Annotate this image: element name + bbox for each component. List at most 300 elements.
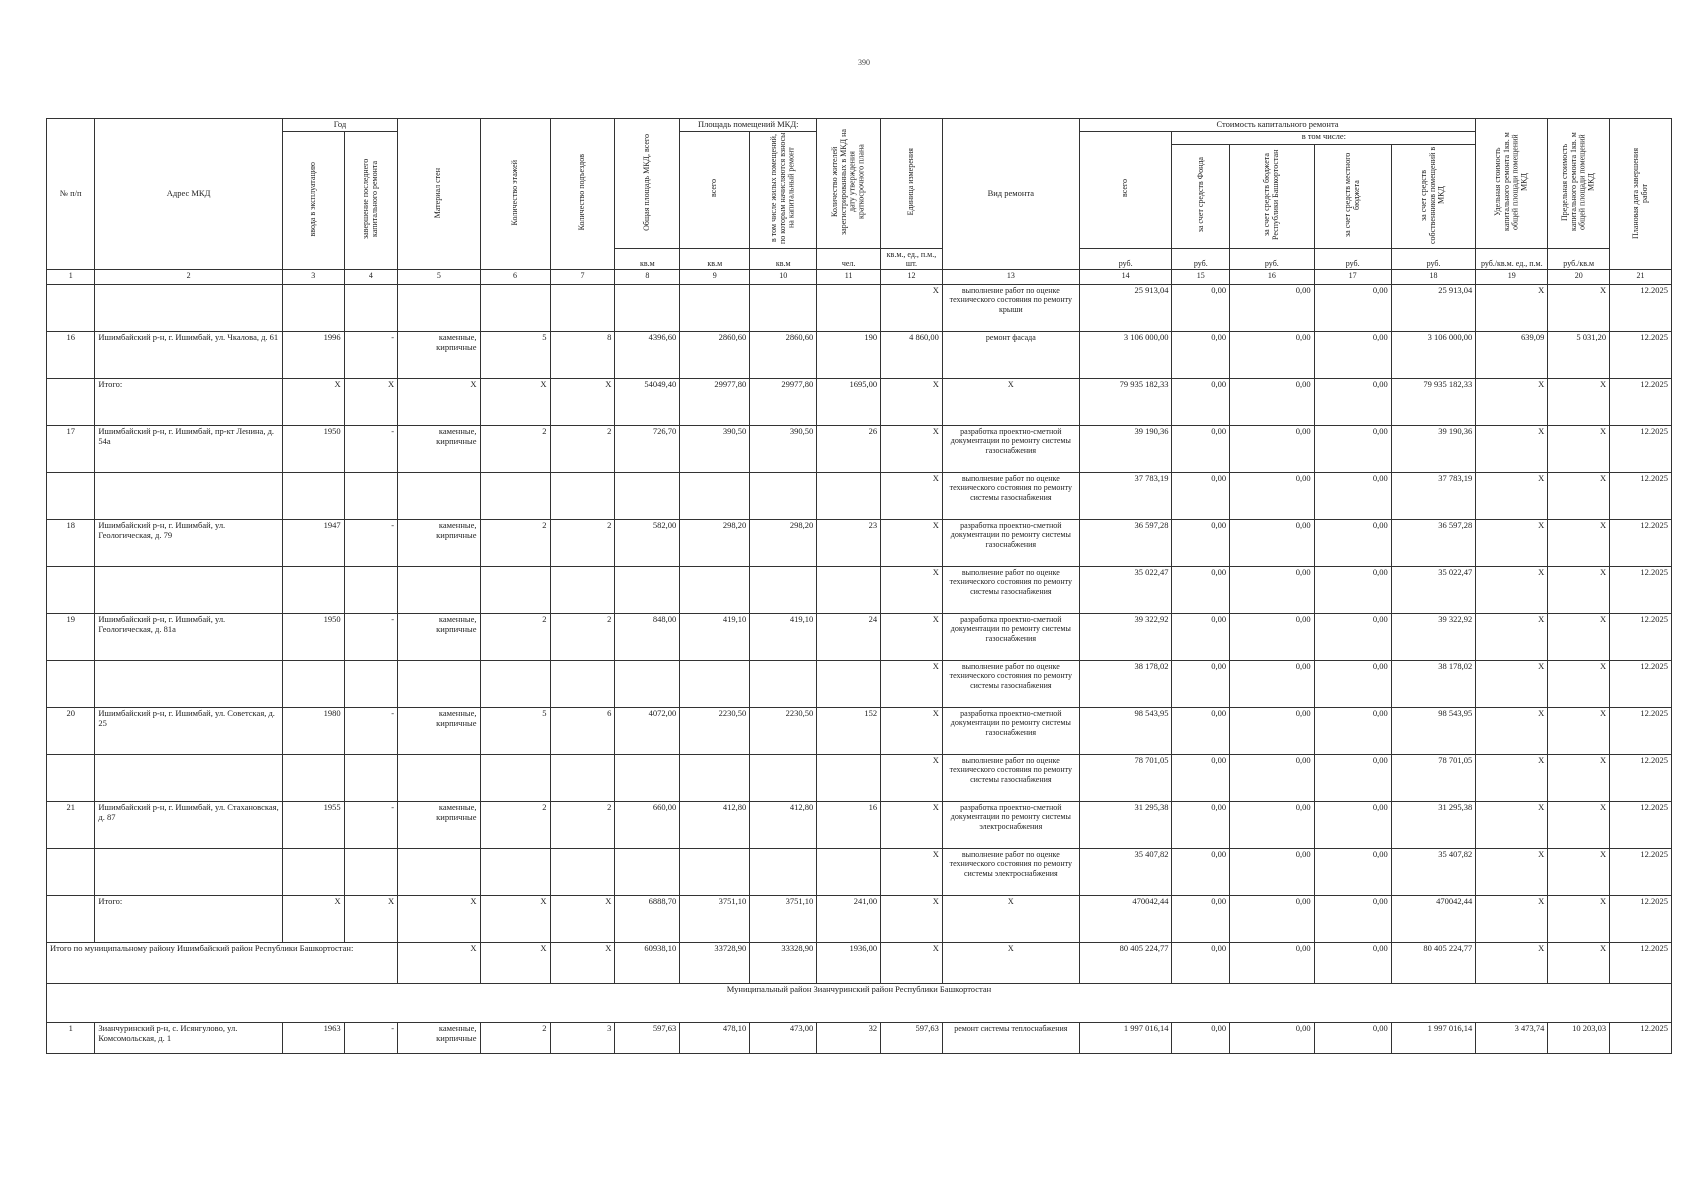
cell-premises-fees: 473,00 (750, 1023, 817, 1054)
cell-cost-total: 31 295,38 (1079, 802, 1172, 849)
cell-area: 726,70 (615, 426, 680, 473)
cell-cost-republic: 0,00 (1230, 473, 1314, 520)
cell-last-repair: - (344, 1023, 398, 1054)
cell-unit: X (881, 614, 943, 661)
cell-year: X (282, 379, 344, 426)
header-cost: Стоимость капитального ремонта (1079, 119, 1475, 132)
district-total-label: Итого по муниципальному району Ишимбайский район Республики Башкортостан: (47, 943, 398, 984)
cell-unit: 4 860,00 (881, 332, 943, 379)
cell-entrances: 6 (550, 708, 615, 755)
cell-unit-cost: X (1476, 943, 1548, 984)
cell-address: Ишимбайский р-н, г. Ишимбай, ул. Стахановская, д. 87 (95, 802, 282, 849)
cell-limit-cost: X (1548, 755, 1610, 802)
cell-area: 6888,70 (615, 896, 680, 943)
cell-mat: каменные, кирпичные (398, 520, 480, 567)
section-title-row (47, 984, 1672, 1023)
cell-unit: X (881, 520, 943, 567)
cell-premises-total (680, 755, 750, 802)
cell-residents: 152 (817, 708, 881, 755)
cell-date: 12.2025 (1610, 614, 1672, 661)
cell-cost-local: 0,00 (1314, 285, 1391, 332)
table-row (47, 426, 1672, 473)
cell-no (47, 896, 95, 943)
unit-9: кв.м (680, 248, 750, 269)
cell-premises-fees: 412,80 (750, 802, 817, 849)
cell-entrances (550, 661, 615, 708)
cell-last-repair: - (344, 426, 398, 473)
header-year-last-repair: завершение последнего капитального ремонта (344, 131, 398, 269)
cell-cost-local: 0,00 (1314, 567, 1391, 614)
cell-year: 1996 (282, 332, 344, 379)
cell-cost-fund: 0,00 (1172, 661, 1230, 708)
cell-cost-total: 39 190,36 (1079, 426, 1172, 473)
cell-year: 1980 (282, 708, 344, 755)
unit-8: кв.м (615, 248, 680, 269)
cell-premises-total: 412,80 (680, 802, 750, 849)
cell-unit-cost: 3 473,74 (1476, 1023, 1548, 1054)
cell-unit-cost: X (1476, 379, 1548, 426)
header-entrances: Количество подъездов (550, 119, 615, 270)
cell-premises-total (680, 661, 750, 708)
cell-unit: X (881, 802, 943, 849)
header-cost-fund: за счет средств Фонда (1172, 145, 1229, 248)
cell-cost-total: 3 106 000,00 (1079, 332, 1172, 379)
header-total-area: Общая площадь МКД, всего (615, 119, 680, 249)
cell-unit-cost: X (1476, 473, 1548, 520)
cell-address (95, 473, 282, 520)
cell-limit-cost: X (1548, 473, 1610, 520)
cell-cost-local: 0,00 (1314, 661, 1391, 708)
cell-limit-cost: X (1548, 849, 1610, 896)
cell-unit-cost: X (1476, 708, 1548, 755)
cell-entrances (550, 755, 615, 802)
cell-entrances: X (550, 896, 615, 943)
cell-cost-owners: 31 295,38 (1391, 802, 1475, 849)
column-number: 5 (398, 270, 480, 285)
cell-unit-cost: X (1476, 567, 1548, 614)
cell-cost-total: 78 701,05 (1079, 755, 1172, 802)
cell-year: 1955 (282, 802, 344, 849)
cell-no: 20 (47, 708, 95, 755)
unit-11: чел. (817, 248, 881, 269)
cell-cost-local: 0,00 (1314, 708, 1391, 755)
cell-cost-owners: 78 701,05 (1391, 755, 1475, 802)
header-no: № п/п (47, 119, 95, 270)
table-row (47, 473, 1672, 520)
header-limit-cost: Предельная стоимость капитального ремонта 1кв. м общей площади помещений МКД (1548, 119, 1610, 249)
header-cost-owners: за счет средств собственников помещений в МКД (1419, 146, 1446, 244)
cell-floors (480, 567, 550, 614)
cell-year (282, 661, 344, 708)
table-row (47, 708, 1672, 755)
cell-cost-republic: 0,00 (1230, 849, 1314, 896)
cell-floors (480, 849, 550, 896)
cell-mat: каменные, кирпичные (398, 802, 480, 849)
header-row-1 (47, 119, 1672, 132)
cell-cost-local: 0,00 (1314, 849, 1391, 896)
cell-premises-total: 298,20 (680, 520, 750, 567)
cell-area (615, 849, 680, 896)
cell-limit-cost: X (1548, 943, 1610, 984)
unit-14: руб. (1079, 248, 1172, 269)
cell-cost-owners: 35 407,82 (1391, 849, 1475, 896)
table-row (47, 567, 1672, 614)
cell-area (615, 567, 680, 614)
cell-date: 12.2025 (1610, 896, 1672, 943)
cell-address: Ишимбайский р-н, г. Ишимбай, ул. Геологическая, д. 79 (95, 520, 282, 567)
cell-area: 582,00 (615, 520, 680, 567)
cell-unit-cost: X (1476, 426, 1548, 473)
cell-premises-total: 2230,50 (680, 708, 750, 755)
cell-cost-fund: 0,00 (1172, 379, 1230, 426)
cell-mat: каменные, кирпичные (398, 708, 480, 755)
cell-year (282, 755, 344, 802)
header-cost-incl: в том числе: (1172, 132, 1475, 145)
cell-cost-local: 0,00 (1314, 332, 1391, 379)
cell-last-repair: - (344, 520, 398, 567)
cell-residents: 1695,00 (817, 379, 881, 426)
column-number: 11 (817, 270, 881, 285)
capital-repair-table (46, 118, 1672, 1054)
cell-year (282, 849, 344, 896)
header-wall-material: Материал стен (398, 119, 480, 270)
cell-address (95, 755, 282, 802)
cell-date: 12.2025 (1610, 285, 1672, 332)
cell-no: 21 (47, 802, 95, 849)
cell-cost-owners: 39 322,92 (1391, 614, 1475, 661)
cell-entrances (550, 849, 615, 896)
cell-entrances: 3 (550, 1023, 615, 1054)
cell-cost-republic: 0,00 (1230, 708, 1314, 755)
cell-cost-fund: 0,00 (1172, 285, 1230, 332)
cell-unit: X (881, 755, 943, 802)
cell-repair-type: X (942, 379, 1079, 426)
section-title: Муниципальный район Зианчуринский район Республики Башкортостан (47, 984, 1672, 1023)
cell-repair-type: разработка проектно-сметной документации по ремонту системы электроснабжения (942, 802, 1079, 849)
cell-premises-fees (750, 661, 817, 708)
cell-no (47, 567, 95, 614)
cell-floors: 5 (480, 708, 550, 755)
cell-cost-total: 25 913,04 (1079, 285, 1172, 332)
cell-limit-cost: 10 203,03 (1548, 1023, 1610, 1054)
cell-cost-republic: 0,00 (1230, 755, 1314, 802)
cell-cost-total: 39 322,92 (1079, 614, 1172, 661)
cell-premises-total: 29977,80 (680, 379, 750, 426)
cell-unit: 597,63 (881, 1023, 943, 1054)
cell-floors (480, 661, 550, 708)
cell-mat: X (398, 379, 480, 426)
cell-limit-cost: X (1548, 614, 1610, 661)
cell-cost-owners: 470042,44 (1391, 896, 1475, 943)
cell-cost-republic: 0,00 (1230, 614, 1314, 661)
cell-limit-cost: X (1548, 426, 1610, 473)
cell-cost-fund: 0,00 (1172, 755, 1230, 802)
cell-entrances: 2 (550, 802, 615, 849)
unit-19: руб./кв.м. ед., п.м. (1476, 248, 1548, 269)
cell-residents: 32 (817, 1023, 881, 1054)
unit-12: кв.м., ед., п.м., шт. (881, 248, 943, 269)
cell-no (47, 379, 95, 426)
header-residents: Количество жителей зарегистрированных в МКД на дату утверждения краткосрочного плана (817, 119, 881, 249)
cell-unit-cost: X (1476, 802, 1548, 849)
cell-floors (480, 473, 550, 520)
cell-date: 12.2025 (1610, 755, 1672, 802)
column-number: 17 (1314, 270, 1391, 285)
cell-limit-cost: X (1548, 379, 1610, 426)
header-cost-total: всего (1079, 131, 1172, 248)
cell-cost-republic: 0,00 (1230, 802, 1314, 849)
cell-cost-total: 470042,44 (1079, 896, 1172, 943)
column-number: 12 (881, 270, 943, 285)
cell-entrances: 2 (550, 426, 615, 473)
cell-date: 12.2025 (1610, 567, 1672, 614)
cell-cost-republic: 0,00 (1230, 379, 1314, 426)
cell-repair-type: выполнение работ по оценке технического состояния по ремонту системы газоснабжения (942, 567, 1079, 614)
cell-premises-fees: 390,50 (750, 426, 817, 473)
cell-unit: X (881, 896, 943, 943)
cell-unit-cost: X (1476, 520, 1548, 567)
cell-cost-local: 0,00 (1314, 896, 1391, 943)
cell-cost-total: 35 022,47 (1079, 567, 1172, 614)
cell-area (615, 285, 680, 332)
cell-repair-type: разработка проектно-сметной документации по ремонту системы газоснабжения (942, 520, 1079, 567)
cell-floors (480, 755, 550, 802)
cell-cost-owners: 80 405 224,77 (1391, 943, 1475, 984)
unit-15: руб. (1172, 248, 1230, 269)
cell-cost-fund: 0,00 (1172, 614, 1230, 661)
cell-residents: 190 (817, 332, 881, 379)
cell-residents (817, 661, 881, 708)
cell-area (615, 755, 680, 802)
cell-premises-fees: 419,10 (750, 614, 817, 661)
cell-mat: X (398, 896, 480, 943)
cell-premises-fees (750, 755, 817, 802)
cell-premises-total: 33728,90 (680, 943, 750, 984)
cell-unit-cost: X (1476, 614, 1548, 661)
cell-cost-total: 79 935 182,33 (1079, 379, 1172, 426)
unit-10: кв.м (750, 248, 817, 269)
cell-mat (398, 849, 480, 896)
header-cost-local: за счет средств местного бюджета (1314, 145, 1391, 248)
cell-cost-local: 0,00 (1314, 943, 1391, 984)
cell-cost-fund: 0,00 (1172, 332, 1230, 379)
cell-repair-type: выполнение работ по оценке технического состояния по ремонту системы электроснабжения (942, 849, 1079, 896)
cell-year (282, 567, 344, 614)
cell-last-repair (344, 285, 398, 332)
cell-residents (817, 473, 881, 520)
cell-premises-fees (750, 285, 817, 332)
cell-cost-fund: 0,00 (1172, 520, 1230, 567)
cell-date: 12.2025 (1610, 943, 1672, 984)
cell-cost-owners: 1 997 016,14 (1391, 1023, 1475, 1054)
cell-mat: X (398, 943, 480, 984)
cell-entrances (550, 567, 615, 614)
cell-entrances (550, 285, 615, 332)
cell-repair-type: выполнение работ по оценке технического состояния по ремонту крыши (942, 285, 1079, 332)
header-premises-total: всего (680, 131, 750, 248)
cell-repair-type: разработка проектно-сметной документации по ремонту системы газоснабжения (942, 708, 1079, 755)
column-number: 3 (282, 270, 344, 285)
cell-floors: 2 (480, 1023, 550, 1054)
cell-no: 1 (47, 1023, 95, 1054)
column-numbers-row (47, 270, 1672, 285)
cell-address (95, 849, 282, 896)
cell-last-repair (344, 661, 398, 708)
cell-mat (398, 473, 480, 520)
cell-cost-republic: 0,00 (1230, 661, 1314, 708)
cell-mat: каменные, кирпичные (398, 614, 480, 661)
cell-last-repair: - (344, 332, 398, 379)
cell-cost-republic: 0,00 (1230, 332, 1314, 379)
cell-unit: X (881, 567, 943, 614)
cell-cost-local: 0,00 (1314, 379, 1391, 426)
cell-residents: 23 (817, 520, 881, 567)
cell-cost-fund: 0,00 (1172, 943, 1230, 984)
cell-mat (398, 567, 480, 614)
cell-address: Ишимбайский р-н, г. Ишимбай, ул. Чкалова, д. 61 (95, 332, 282, 379)
cell-cost-republic: 0,00 (1230, 896, 1314, 943)
cell-cost-total: 1 997 016,14 (1079, 1023, 1172, 1054)
column-number: 7 (550, 270, 615, 285)
cell-area: 660,00 (615, 802, 680, 849)
header-year-commission: ввода в эксплуатацию (282, 131, 344, 269)
cell-date: 12.2025 (1610, 849, 1672, 896)
column-number: 6 (480, 270, 550, 285)
cell-residents (817, 567, 881, 614)
cell-limit-cost: X (1548, 896, 1610, 943)
cell-cost-fund: 0,00 (1172, 1023, 1230, 1054)
cell-cost-local: 0,00 (1314, 426, 1391, 473)
cell-cost-fund: 0,00 (1172, 426, 1230, 473)
cell-date: 12.2025 (1610, 661, 1672, 708)
cell-entrances: 2 (550, 614, 615, 661)
cell-unit: X (881, 943, 943, 984)
cell-address: Ишимбайский р-н, г. Ишимбай, ул. Советская, д. 25 (95, 708, 282, 755)
cell-repair-type: разработка проектно-сметной документации по ремонту системы газоснабжения (942, 614, 1079, 661)
cell-floors: 2 (480, 520, 550, 567)
cell-area: 848,00 (615, 614, 680, 661)
cell-floors: X (480, 943, 550, 984)
cell-limit-cost: X (1548, 802, 1610, 849)
cell-address (95, 661, 282, 708)
cell-cost-local: 0,00 (1314, 755, 1391, 802)
cell-unit: X (881, 426, 943, 473)
cell-premises-fees (750, 849, 817, 896)
cell-date: 12.2025 (1610, 379, 1672, 426)
cell-floors: X (480, 896, 550, 943)
cell-area: 4396,60 (615, 332, 680, 379)
district-total-row (47, 943, 1672, 984)
table-row (47, 896, 1672, 943)
cell-residents: 241,00 (817, 896, 881, 943)
cell-year: 1950 (282, 426, 344, 473)
cell-limit-cost: X (1548, 520, 1610, 567)
cell-address: Итого: (95, 379, 282, 426)
cell-area: 597,63 (615, 1023, 680, 1054)
table-row (47, 661, 1672, 708)
column-number: 13 (942, 270, 1079, 285)
header-cost-republic: за счет средств бюджета Республики Башкортостан (1230, 145, 1314, 248)
cell-unit-cost: 639,09 (1476, 332, 1548, 379)
cell-repair-type: ремонт фасада (942, 332, 1079, 379)
cell-limit-cost: X (1548, 567, 1610, 614)
column-number: 19 (1476, 270, 1548, 285)
cell-unit-cost: X (1476, 285, 1548, 332)
cell-residents (817, 849, 881, 896)
cell-cost-owners: 3 106 000,00 (1391, 332, 1475, 379)
cell-cost-republic: 0,00 (1230, 943, 1314, 984)
cell-premises-fees: 3751,10 (750, 896, 817, 943)
cell-limit-cost: X (1548, 285, 1610, 332)
cell-residents (817, 285, 881, 332)
cell-address (95, 567, 282, 614)
cell-date: 12.2025 (1610, 1023, 1672, 1054)
cell-cost-owners: 39 190,36 (1391, 426, 1475, 473)
cell-date: 12.2025 (1610, 426, 1672, 473)
column-number: 18 (1391, 270, 1475, 285)
cell-area: 4072,00 (615, 708, 680, 755)
cell-unit-cost: X (1476, 896, 1548, 943)
cell-premises-fees (750, 473, 817, 520)
cell-floors: 2 (480, 802, 550, 849)
column-number: 4 (344, 270, 398, 285)
column-number: 2 (95, 270, 282, 285)
cell-unit: X (881, 661, 943, 708)
column-number: 9 (680, 270, 750, 285)
table-row-last (47, 1023, 1672, 1054)
cell-residents: 26 (817, 426, 881, 473)
cell-entrances: 8 (550, 332, 615, 379)
cell-last-repair: - (344, 708, 398, 755)
cell-premises-total (680, 849, 750, 896)
cell-cost-owners: 35 022,47 (1391, 567, 1475, 614)
cell-cost-owners: 38 178,02 (1391, 661, 1475, 708)
cell-last-repair: - (344, 802, 398, 849)
cell-entrances (550, 473, 615, 520)
cell-limit-cost: X (1548, 661, 1610, 708)
cell-area (615, 661, 680, 708)
cell-cost-owners: 79 935 182,33 (1391, 379, 1475, 426)
header-floors: Количество этажей (480, 119, 550, 270)
cell-cost-total: 36 597,28 (1079, 520, 1172, 567)
header-unit: Единица измерения (881, 119, 943, 249)
column-number: 15 (1172, 270, 1230, 285)
cell-mat: каменные, кирпичные (398, 426, 480, 473)
cell-cost-fund: 0,00 (1172, 567, 1230, 614)
cell-repair-type: выполнение работ по оценке технического состояния по ремонту системы газоснабжения (942, 473, 1079, 520)
cell-address (95, 285, 282, 332)
cell-area: 60938,10 (615, 943, 680, 984)
cell-floors: 2 (480, 426, 550, 473)
cell-address: Ишимбайский р-н, г. Ишимбай, ул. Геологическая, д. 81а (95, 614, 282, 661)
cell-cost-total: 98 543,95 (1079, 708, 1172, 755)
cell-no: 18 (47, 520, 95, 567)
cell-cost-owners: 37 783,19 (1391, 473, 1475, 520)
cell-date: 12.2025 (1610, 520, 1672, 567)
cell-address: Итого: (95, 896, 282, 943)
cell-last-repair (344, 755, 398, 802)
cell-cost-fund: 0,00 (1172, 802, 1230, 849)
cell-premises-fees: 2230,50 (750, 708, 817, 755)
cell-year (282, 285, 344, 332)
cell-cost-total: 80 405 224,77 (1079, 943, 1172, 984)
cell-repair-type: разработка проектно-сметной документации по ремонту системы газоснабжения (942, 426, 1079, 473)
cell-date: 12.2025 (1610, 332, 1672, 379)
cell-last-repair (344, 849, 398, 896)
cell-no (47, 285, 95, 332)
cell-cost-owners: 25 913,04 (1391, 285, 1475, 332)
cell-premises-total: 478,10 (680, 1023, 750, 1054)
